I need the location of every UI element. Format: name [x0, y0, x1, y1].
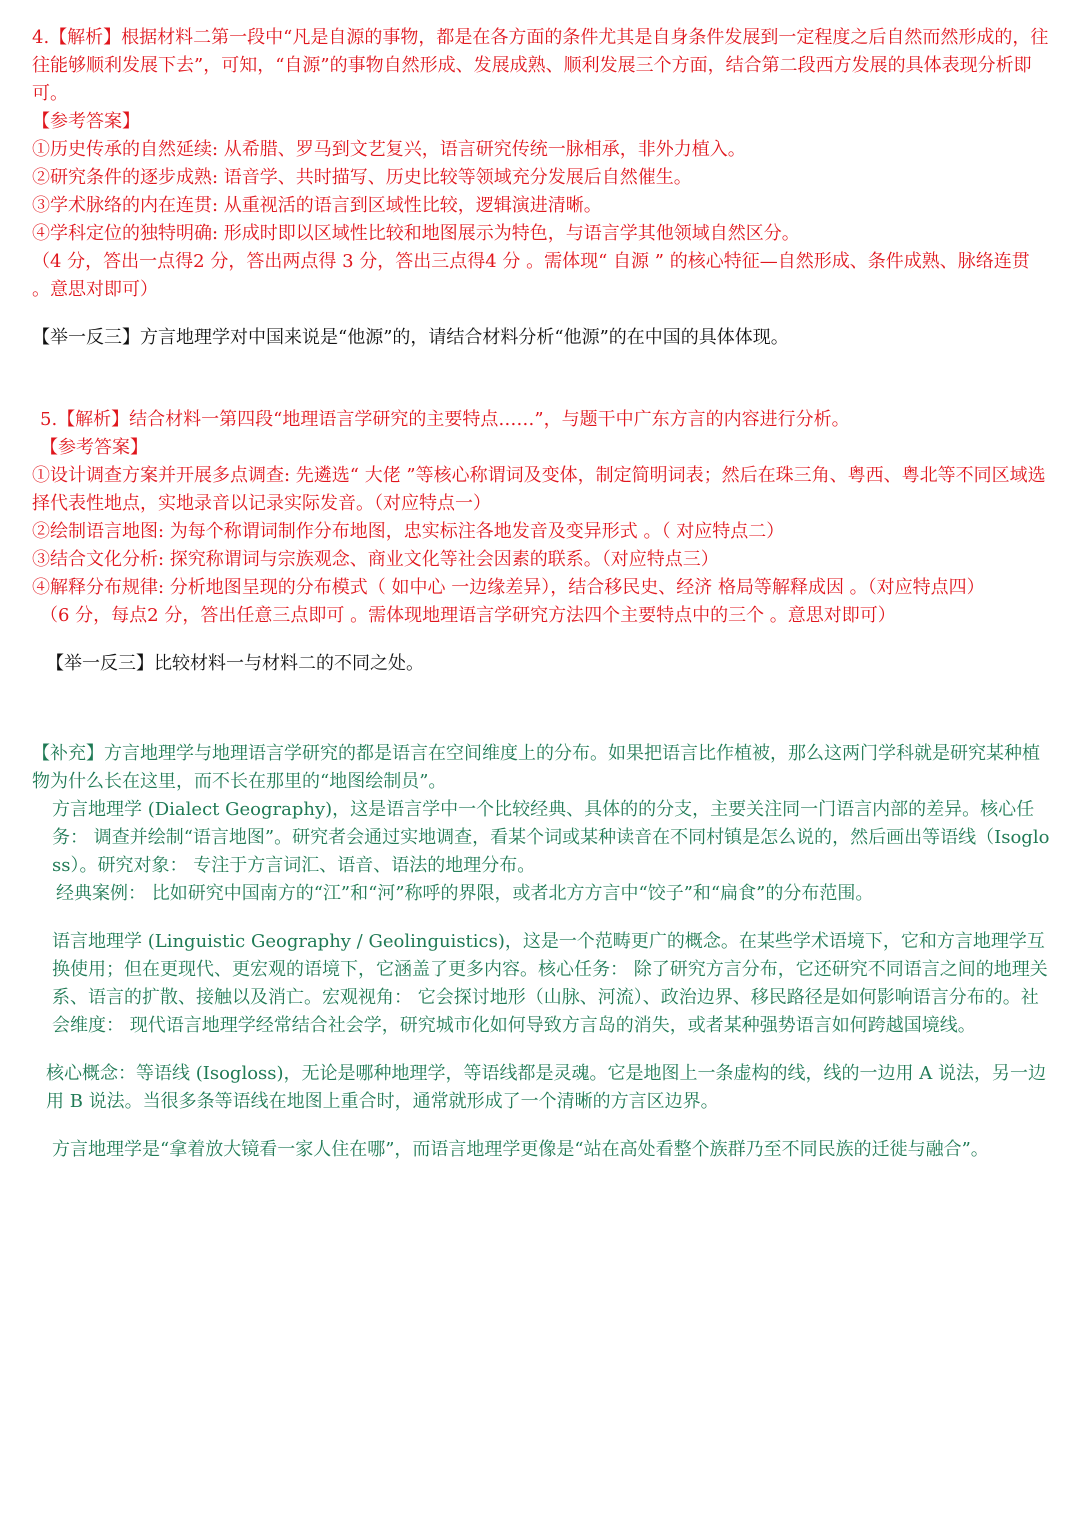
supplement-linguistic-geography: 语言地理学 (Linguistic Geography / Geolinguistics)，这是一个范畴更广的概念。在某些学术语境下，它和方言地理学互换使用；但在更现代、更宏观的语境下，它涵盖了更多内容。核心任务： 除了研究方言分布，它还研究不同语言之间的地理关系、语言的扩散、接触以及消亡。宏观视角： 它会探讨地形（山脉、河流）、政治边界、移民路径是如何影响语言分布的。社会维度： 现代语言地理学经常结合社会学，研究城市化如何导致方言岛的消失，或者某种强势语言如何跨越国境线。 [52, 931, 1048, 1036]
q5-answer-4: ④解释分布规律: 分析地图呈现的分布模式（ 如中心 一边缘差异），结合移民史、经济 格局等解释成因 。（对应特点四） [32, 577, 985, 598]
q5-analysis: 5.【解析】结合材料一第四段“地理语言学研究的主要特点……”，与题干中广东方言的内容进行分析。 [40, 409, 850, 430]
supplement-classic-case: 经典案例： 比如研究中国南方的“江”和“河”称呼的界限，或者北方方言中“饺子”和“扁食”的分布范围。 [56, 883, 874, 904]
q5-answer-1: ①设计调查方案并开展多点调查: 先遴选“ 大佬 ”等核心称谓词及变体，制定简明词表；然后在珠三角、粤西、粤北等不同区域选择代表性地点，实地录音以记录实际发音。（对应特点一） [32, 465, 1046, 514]
q4-analysis: 4.【解析】根据材料二第一段中“凡是自源的事物，都是在各方面的条件尤其是自身条件发展到一定程度之后自然而然形成的，往往能够顺利发展下去”，可知，“自源”的事物自然形成、发展成熟、顺利发展三个方面，结合第二段西方发展的具体表现分析即可。 [32, 27, 1049, 104]
q5-answer-2: ②绘制语言地图: 为每个称谓词制作分布地图，忠实标注各地发音及变异形式 。（ 对应特点二） [32, 521, 785, 542]
q5-extension: 【举一反三】比较材料一与材料二的不同之处。 [46, 653, 424, 674]
supplement-intro: 【补充】方言地理学与地理语言学研究的都是语言在空间维度上的分布。如果把语言比作植被，那么这两门学科就是研究某种植物为什么长在这里，而不长在那里的“地图绘制员”。 [32, 743, 1040, 792]
q4-extension: 【举一反三】方言地理学对中国来说是“他源”的，请结合材料分析“他源”的在中国的具体体现。 [32, 327, 789, 348]
q5-scoring: （6 分，每点2 分，答出任意三点即可 。需体现地理语言学研究方法四个主要特点中的三个 。意思对即可） [40, 605, 896, 626]
q5-answer-label: 【参考答案】 [40, 437, 148, 458]
supplement-dialect-geography: 方言地理学 (Dialect Geography)，这是语言学中一个比较经典、具体的的分支，主要关注同一门语言内部的差异。核心任务： 调查并绘制“语言地图”。研究者会通过实地调查，看某个词或某种读音在不同村镇是怎么说的，然后画出等语线（Isogloss）。研究对象： 专注于方言词汇、语音、语法的地理分布。 [52, 799, 1050, 876]
q5-block [32, 406, 1052, 462]
q4-answer-4: ④学科定位的独特明确: 形成时即以区域性比较和地图展示为特色，与语言学其他领域自然区分。 [32, 223, 800, 244]
supplement-metaphor: 方言地理学是“拿着放大镜看一家人住在哪”，而语言地理学更像是“站在高处看整个族群乃至不同民族的迁徙与融合”。 [52, 1139, 989, 1160]
q4-answer-1: ①历史传承的自然延续: 从希腊、罗马到文艺复兴，语言研究传统一脉相承，非外力植入。 [32, 139, 746, 160]
document-page [32, 24, 1052, 1164]
q4-scoring: （4 分，答出一点得2 分，答出两点得 3 分，答出三点得4 分 。需体现“ 自源 ” 的核心特征—自然形成、条件成熟、脉络连贯 。意思对即可） [32, 251, 1030, 300]
q4-answer-label: 【参考答案】 [32, 111, 140, 132]
q4-answer-3: ③学术脉络的内在连贯: 从重视活的语言到区域性比较，逻辑演进清晰。 [32, 195, 602, 216]
q5-answer-3: ③结合文化分析: 探究称谓词与宗族观念、商业文化等社会因素的联系。（对应特点三） [32, 549, 719, 570]
q4-answer-2: ②研究条件的逐步成熟: 语音学、共时描写、历史比较等领域充分发展后自然催生。 [32, 167, 692, 188]
supplement-isogloss: 核心概念：等语线 (Isogloss)，无论是哪种地理学，等语线都是灵魂。它是地图上一条虚构的线，线的一边用 A 说法，另一边用 B 说法。当很多条等语线在地图上重合时，通常就形成了一个清晰的方言区边界。 [46, 1063, 1046, 1112]
